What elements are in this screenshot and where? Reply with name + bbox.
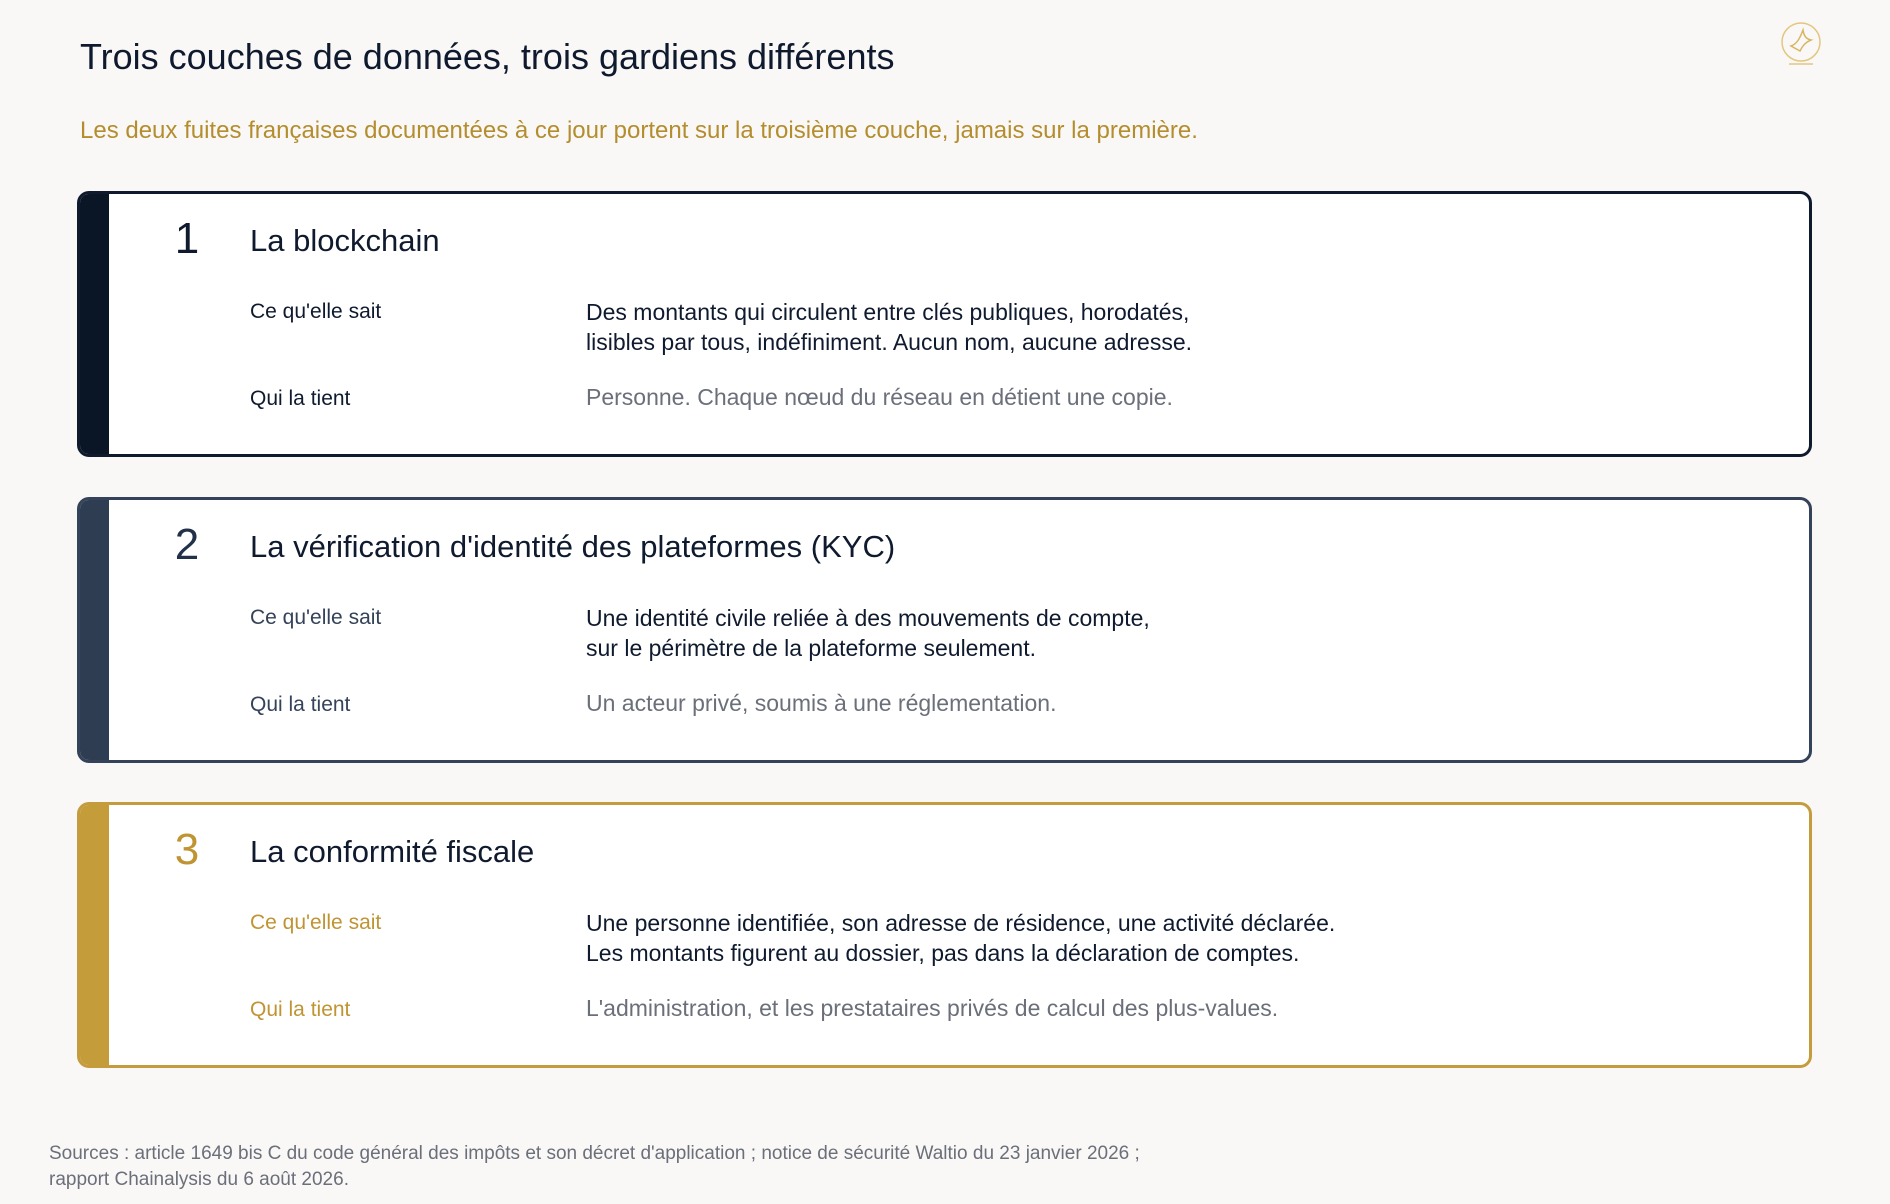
layer-name: La vérification d'identité des plateformes (KYC) [250,529,896,564]
sources-note [49,1141,1349,1193]
what-it-knows-text [586,603,1150,663]
layer-number: 3 [174,825,200,874]
who-holds-it-label: Qui la tient [250,998,351,1021]
layer-accent-bar [80,500,109,760]
what-line-1: Des montants qui circulent entre clés publiques, horodatés, [586,299,1190,325]
layer-accent-bar [80,805,109,1065]
who-holds-it-text: Un acteur privé, soumis à une réglementation. [586,690,1057,716]
what-line-2: Les montants figurent au dossier, pas dans la déclaration de comptes. [586,940,1300,966]
layer-number: 2 [174,520,200,569]
layer-card-tax-compliance [77,802,1812,1068]
page-subtitle: Les deux fuites françaises documentées à ce jour portent sur la troisième couche, jamais sur la première. [80,117,1198,144]
who-holds-it-label: Qui la tient [250,693,351,716]
layer-name: La conformité fiscale [250,834,535,869]
layer-name: La blockchain [250,223,440,258]
what-line-2: sur le périmètre de la plateforme seulement. [586,635,1036,661]
what-it-knows-text [586,908,1335,968]
what-line-1: Une identité civile reliée à des mouvements de compte, [586,605,1150,631]
who-holds-it-text: L'administration, et les prestataires privés de calcul des plus-values. [586,995,1279,1021]
what-it-knows-label: Ce qu'elle sait [250,606,382,629]
sources-line-2: rapport Chainalysis du 6 août 2026. [49,1169,349,1190]
what-it-knows-text [586,297,1192,357]
who-holds-it-text: Personne. Chaque nœud du réseau en détient une copie. [586,384,1173,410]
what-line-1: Une personne identifiée, son adresse de résidence, une activité déclarée. [586,910,1336,936]
page-title: Trois couches de données, trois gardiens différents [80,36,895,77]
bird-logo-icon [1773,18,1829,68]
what-it-knows-label: Ce qu'elle sait [250,911,382,934]
layer-card-kyc [77,497,1812,763]
layer-card-blockchain [77,191,1812,457]
what-it-knows-label: Ce qu'elle sait [250,300,382,323]
sources-line-1: Sources : article 1649 bis C du code général des impôts et son décret d'application ; notice de sécurité Waltio du 23 janvier 2026 ; [49,1143,1140,1164]
layer-number: 1 [174,214,200,263]
layer-accent-bar [80,194,109,454]
what-line-2: lisibles par tous, indéfiniment. Aucun nom, aucune adresse. [586,329,1193,355]
who-holds-it-label: Qui la tient [250,387,351,410]
